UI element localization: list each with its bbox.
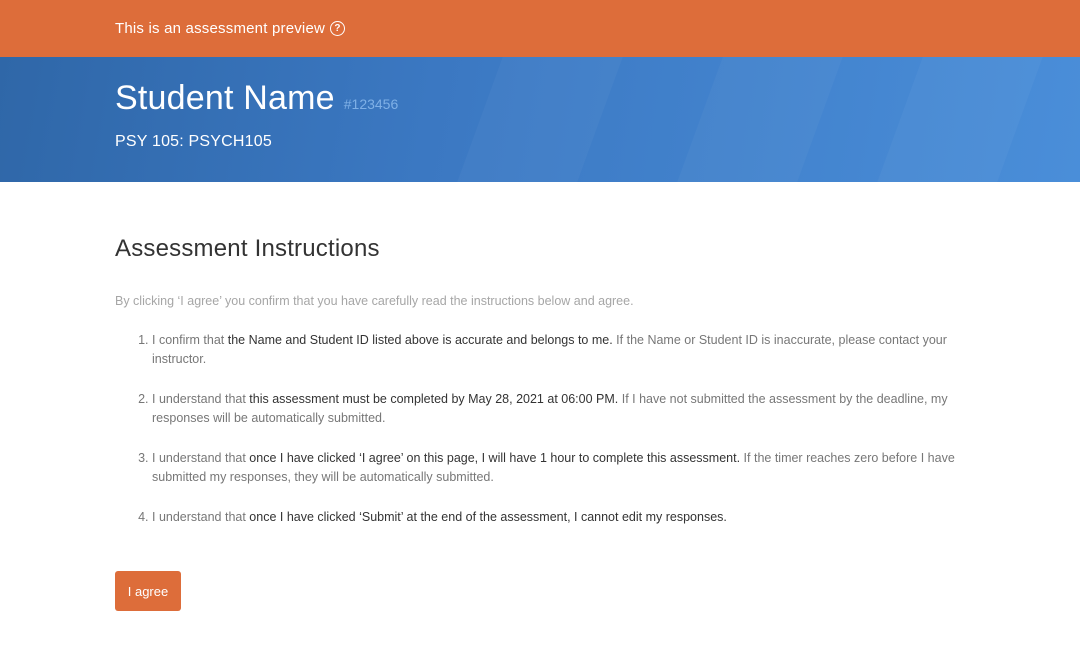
- instruction-emphasis: once I have clicked ‘I agree’ on this page, I will have 1 hour to complete this assessment.: [249, 451, 741, 465]
- instruction-lead: I understand that: [152, 392, 250, 406]
- instructions-list: [115, 331, 975, 527]
- student-id: #123456: [343, 96, 399, 112]
- instructions-section: [115, 182, 975, 548]
- instruction-tail: If I have not submitted the assessment by the deadline, my responses will be automatically submitted.: [152, 392, 948, 425]
- question-circle-icon[interactable]: ?: [330, 21, 345, 36]
- preview-banner-text: This is an assessment preview: [115, 20, 326, 37]
- instruction-item: [152, 331, 975, 369]
- student-name-row: [115, 79, 398, 118]
- preview-banner: [0, 0, 1080, 57]
- instruction-tail: If the timer reaches zero before I have submitted my responses, they will be automatically submitted.: [152, 451, 955, 484]
- header-sheen: [457, 57, 622, 182]
- course-name: PSY 105: PSYCH105: [115, 133, 272, 150]
- header-sheen: [877, 57, 1042, 182]
- instruction-emphasis: this assessment must be completed by May 28, 2021 at 06:00 PM.: [249, 392, 619, 406]
- instruction-emphasis: the Name and Student ID listed above is accurate and belongs to me.: [227, 333, 613, 347]
- instruction-lead: I confirm that: [152, 333, 228, 347]
- student-header: [0, 57, 1080, 182]
- instruction-tail: If the Name or Student ID is inaccurate, please contact your instructor.: [152, 333, 947, 366]
- header-sheen: [677, 57, 842, 182]
- instruction-lead: I understand that: [152, 451, 250, 465]
- instruction-item: [152, 508, 975, 527]
- agree-button[interactable]: I agree: [115, 571, 181, 611]
- instructions-intro: By clicking ‘I agree’ you confirm that you have carefully read the instructions below and agree.: [115, 294, 634, 308]
- instructions-title: Assessment Instructions: [115, 235, 380, 262]
- instruction-emphasis: once I have clicked ‘Submit’ at the end of the assessment, I cannot edit my responses.: [249, 510, 727, 524]
- instruction-lead: I understand that: [152, 510, 250, 524]
- instruction-item: [152, 390, 975, 428]
- student-name: Student Name: [115, 79, 335, 117]
- instruction-item: [152, 449, 975, 487]
